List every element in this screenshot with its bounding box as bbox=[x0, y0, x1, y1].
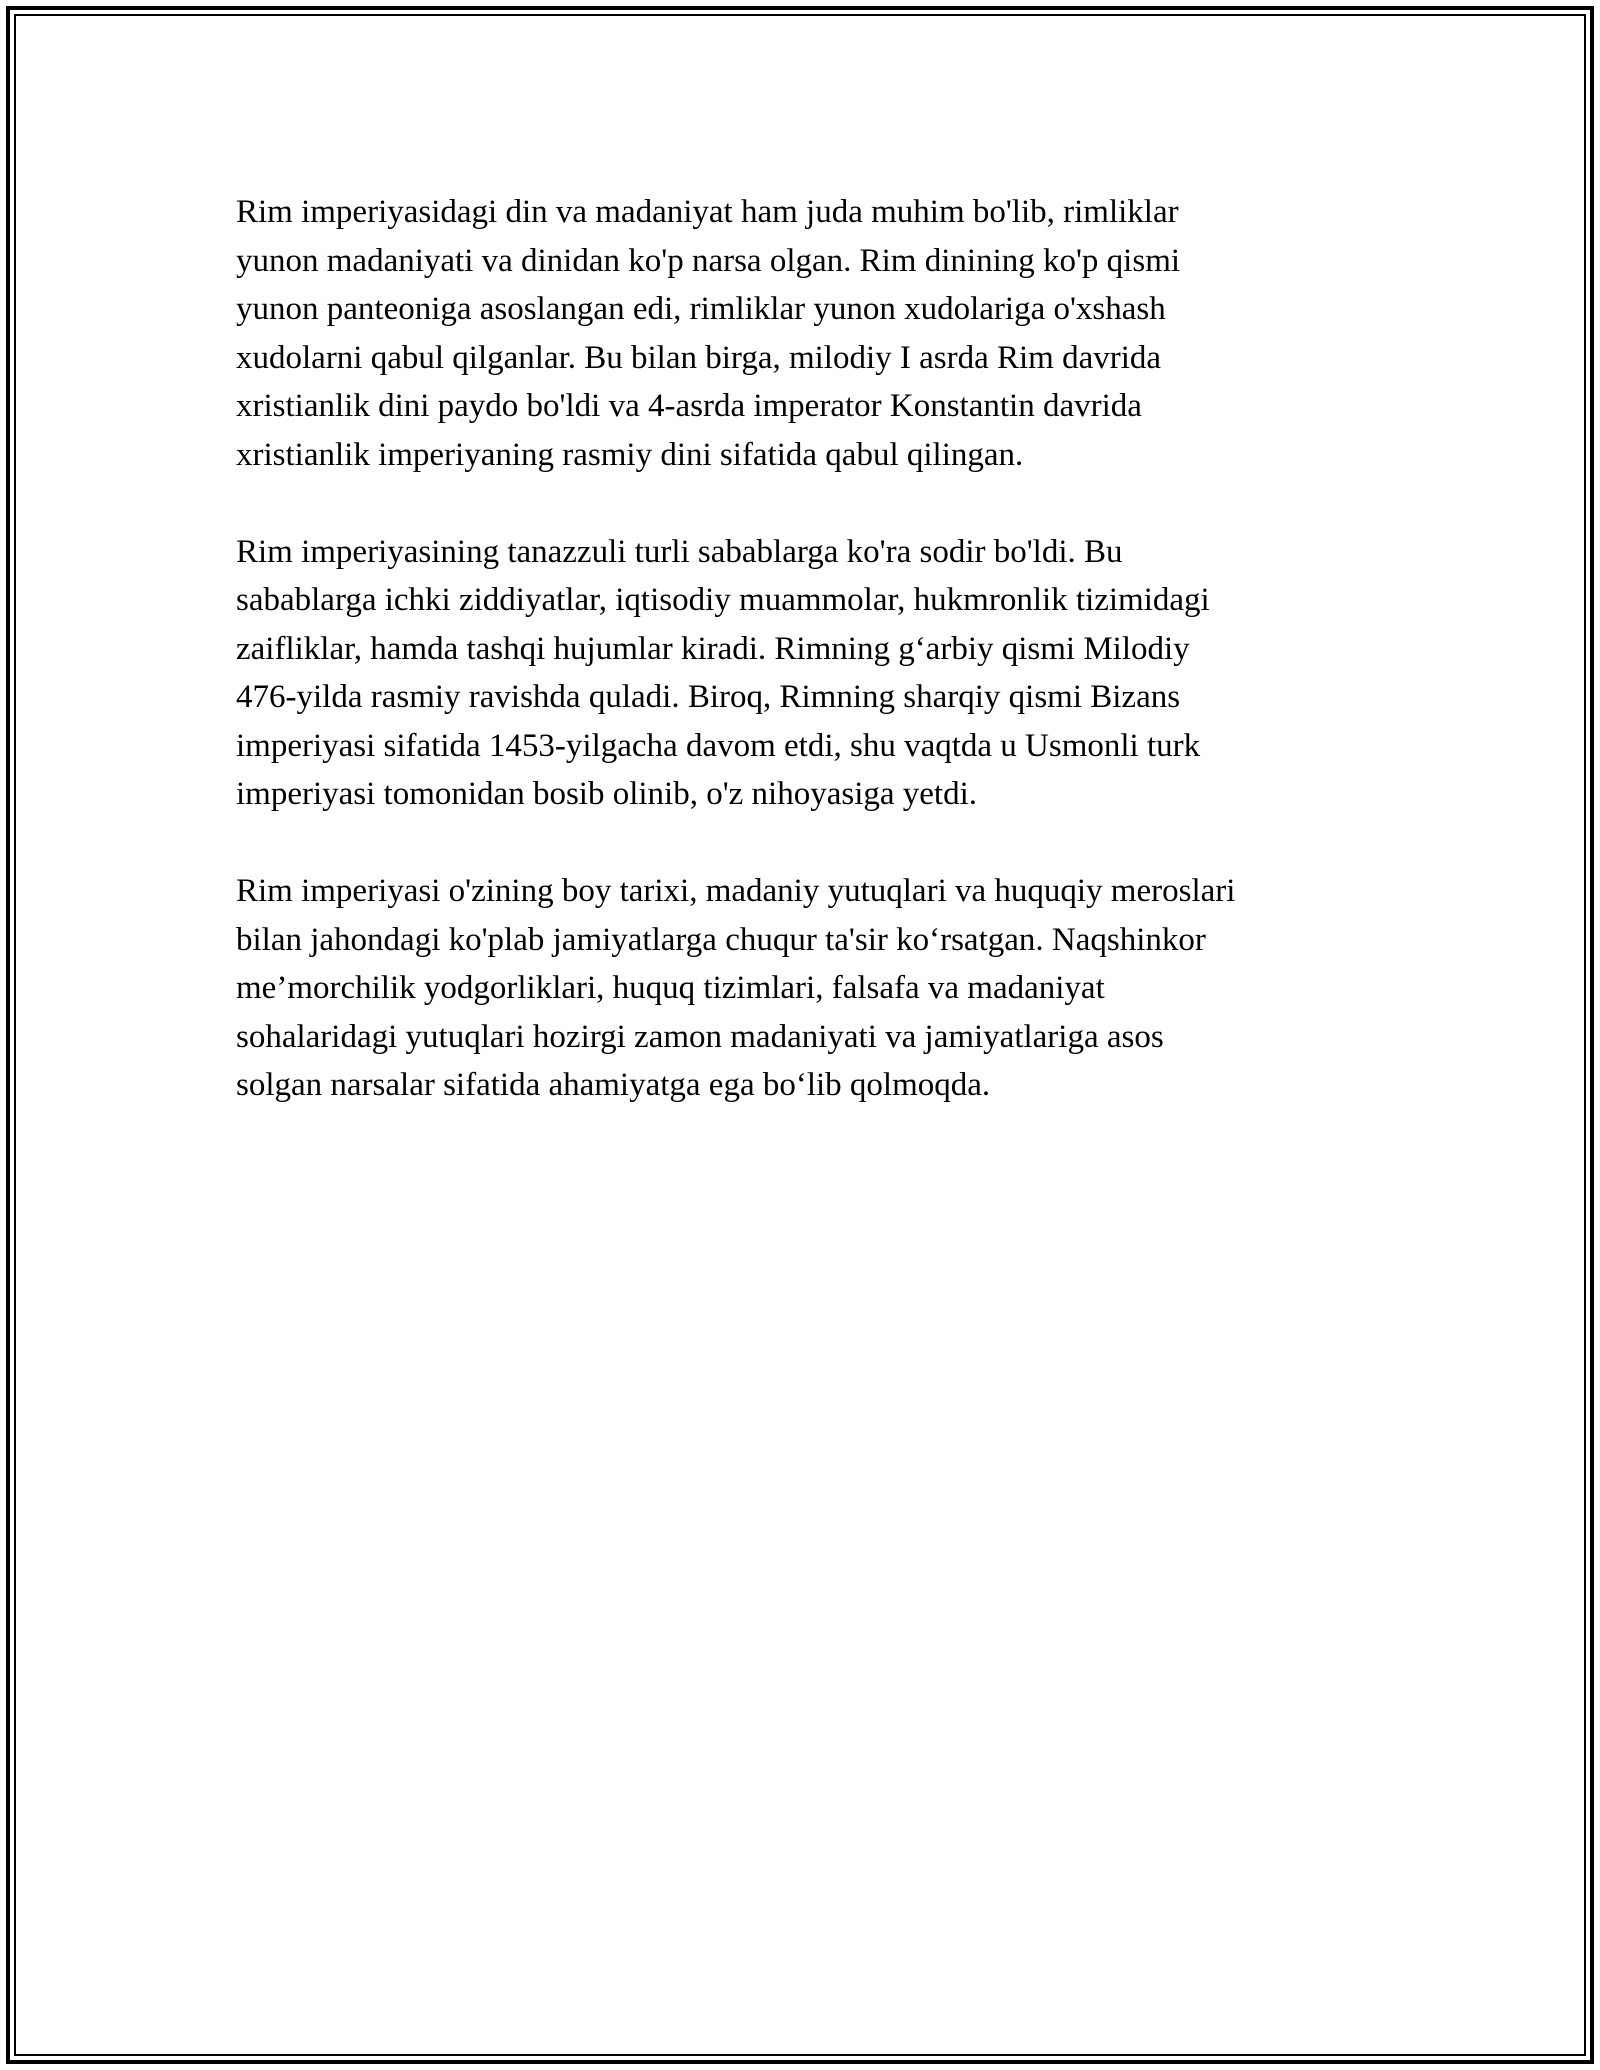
document-body bbox=[236, 188, 1386, 1158]
paragraph-decline: Rim imperiyasining tanazzuli turli sabablarga ko'ra sodir bo'ldi. Bu sabablarga ichki ziddiyatlar, iqtisodiy muammolar, hukmronlik tizimidagi zaifliklar, hamda tashqi hujumlar kiradi. Rimning g‘arbiy qismi Milodiy 476-yilda rasmiy ravishda quladi. Biroq, Rimning sharqiy qismi Bizans imperiyasi sifatida 1453-yilgacha davom etdi, shu vaqtda u Usmonli turk imperiyasi tomonidan bosib olinib, o'z nihoyasiga yetdi. bbox=[236, 533, 1210, 812]
paragraph-religion-culture: Rim imperiyasidagi din va madaniyat ham juda muhim bo'lib, rimliklar yunon madaniyati va dinidan ko'p narsa olgan. Rim dinining ko'p qismi yunon panteoniga asoslangan edi, rimliklar yunon xudolariga o'xshash xudolarni qabul qilganlar. Bu bilan birga, milodiy I asrda Rim davrida xristianlik dini paydo bo'ldi va 4-asrda imperator Konstantin davrida xristianlik imperiyaning rasmiy dini sifatida qabul qilingan. bbox=[236, 194, 1181, 473]
paragraph-legacy: Rim imperiyasi o'zining boy tarixi, madaniy yutuqlari va huquqiy meroslari bilan jahondagi ko'plab jamiyatlarga chuqur ta'sir ko‘rsatgan. Naqshinkor me’morchilik yodgorliklari, huquq tizimlari, falsafa va madaniyat sohalaridagi yutuqlari hozirgi zamon madaniyati va jamiyatlariga asos solgan narsalar sifatida ahamiyatga ega bo‘lib qolmoqda. bbox=[236, 873, 1236, 1103]
